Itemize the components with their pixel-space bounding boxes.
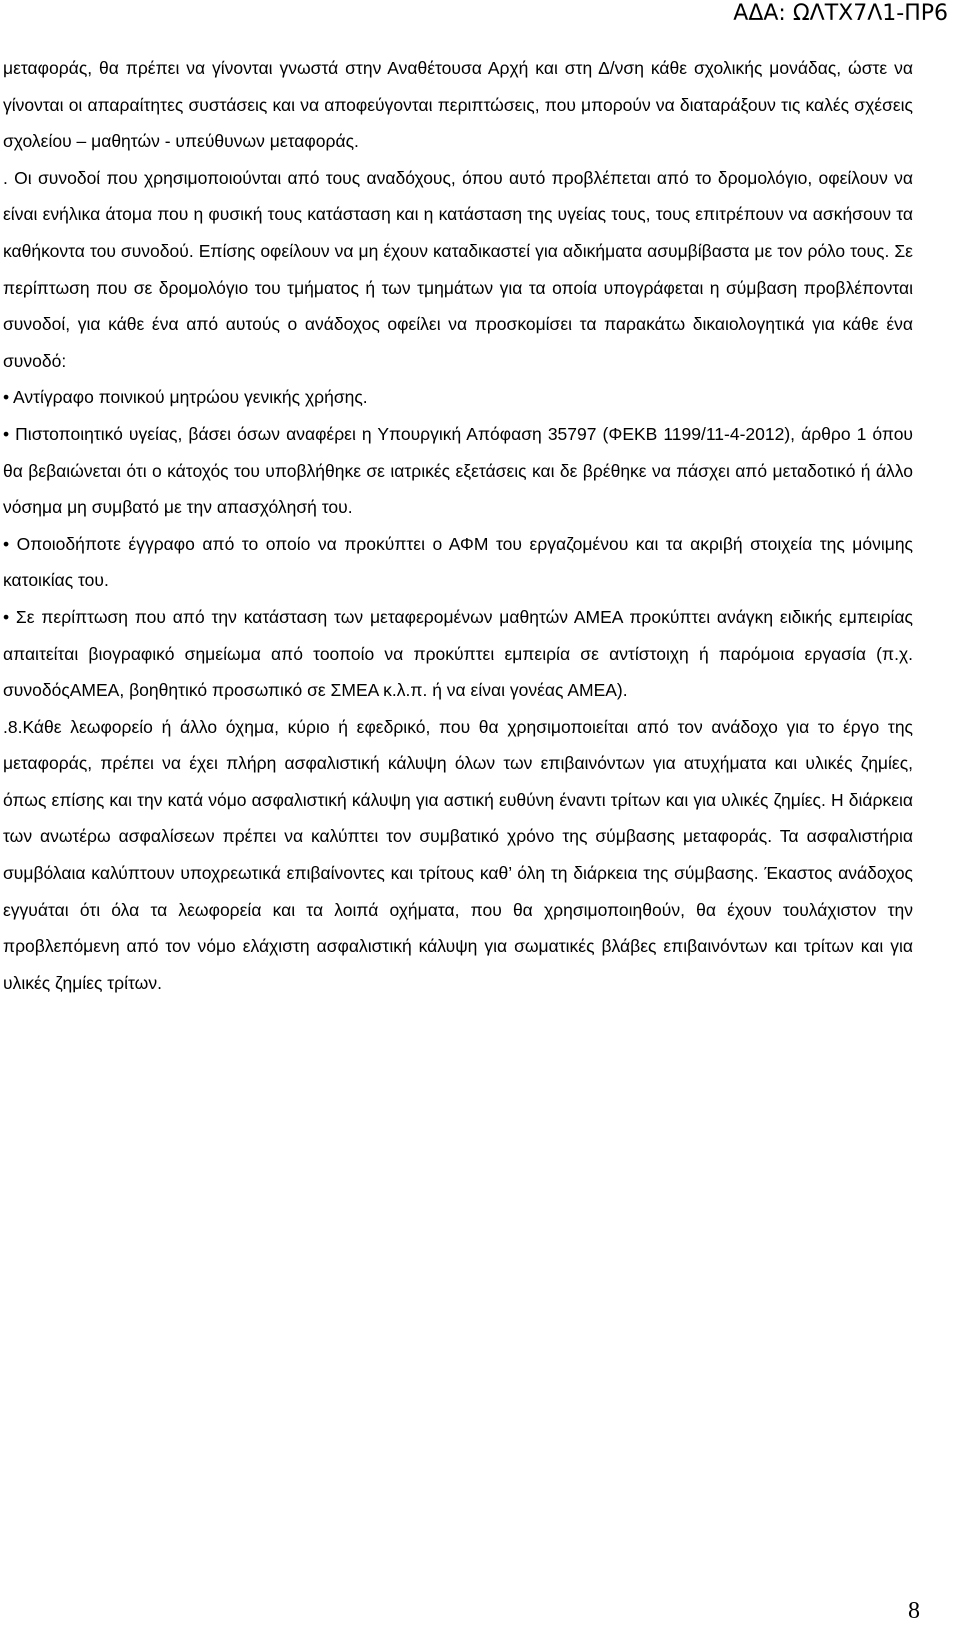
- paragraph-escorts: . Οι συνοδοί που χρησιμοποιούνται από τους αναδόχους, όπου αυτό προβλέπεται από το δρομολόγιο, οφείλουν να είναι ενήλικα άτομα που η φυσική τους κατάσταση και η κατάσταση της υγείας τους, τους επιτρέπουν να ασκήσουν τα καθήκοντα του συνοδού. Επίσης οφείλουν να μη έχουν καταδικαστεί για αδικήματα ασυμβίβαστα με τον ρόλο τους. Σε περίπτωση που σε δρομολόγιο του τμήματος ή των τμημάτων για τα οποία υπογράφεται η σύμβαση προβλέπονται συνοδοί, για κάθε ένα από αυτούς ο ανάδοχος οφείλει να προσκομίσει τα παρακάτω δικαιολογητικά για κάθε ένα συνοδό:: [3, 167, 913, 371]
- paragraph-insurance: .8.Κάθε λεωφορείο ή άλλο όχημα, κύριο ή εφεδρικό, που θα χρησιμοποιείται από τον ανάδοχο για το έργο της μεταφοράς, πρέπει να έχει πλήρη ασφαλιστική κάλυψη όλων των επιβαινόντων για ατυχήματα και υλικές ζημίες, όπως επίσης και την κατά νόμο ασφαλιστική κάλυψη για αστική ευθύνη έναντι τρίτων και για υλικές ζημίες. Η διάρκεια των ανωτέρω ασφαλίσεων πρέπει να καλύπτει τον συμβατικό χρόνο της σύμβασης μεταφοράς. Τα ασφαλιστήρια συμβόλαια καλύπτουν υποχρεωτικά επιβαίνοντες και τρίτους καθ’ όλη τη διάρκεια της σύμβασης. Έκαστος ανάδοχος εγγυάται ότι όλα τα λεωφορεία και τα λοιπά οχήματα, που θα χρησιμοποιηθούν, θα έχουν τουλάχιστον την προβλεπόμενη από τον νόμο ελάχιστη ασφαλιστική κάλυψη για σωματικές βλάβες επιβαινόντων και τρίτων και για υλικές ζημίες τρίτων.: [3, 716, 913, 993]
- bullet-health-certificate: • Πιστοποιητικό υγείας, βάσει όσων αναφέρει η Υπουργική Απόφαση 35797 (ΦΕΚΒ 1199/11-4-2012), άρθρο 1 όπου θα βεβαιώνεται ότι ο κάτοχός του υποβλήθηκε σε ιατρικές εξετάσεις και δε βρέθηκε να πάσχει από μεταδοτικό ή άλλο νόσημα μη συμβατό με την απασχόλησή του.: [3, 423, 913, 518]
- bullet-tax-document: • Οποιοδήποτε έγγραφο από το οποίο να προκύπτει ο ΑΦΜ του εργαζομένου και τα ακριβή στοιχεία της μόνιμης κατοικίας του.: [3, 533, 913, 591]
- document-code-header: ΑΔΑ: ΩΛΤΧ7Λ1-ΠΡ6: [733, 1, 948, 26]
- document-body: [3, 50, 913, 1001]
- bullet-special-experience: • Σε περίπτωση που από την κατάσταση των μεταφερομένων μαθητών ΑΜΕΑ προκύπτει ανάγκη ειδικής εμπειρίας απαιτείται βιογραφικό σημείωμα από τοοποίο να προκύπτει εμπειρία σε αντίστοιχη ή παρόμοια εργασία (π.χ. συνοδόςΑΜΕΑ, βοηθητικό προσωπικό σε ΣΜΕΑ κ.λ.π. ή να είναι γονέας ΑΜΕΑ).: [3, 606, 913, 701]
- page-number: 8: [908, 1598, 920, 1624]
- bullet-criminal-record: • Αντίγραφο ποινικού μητρώου γενικής χρήσης.: [3, 387, 368, 408]
- paragraph-transport-notice: μεταφοράς, θα πρέπει να γίνονται γνωστά στην Αναθέτουσα Αρχή και στη Δ/νση κάθε σχολικής μονάδας, ώστε να γίνονται οι απαραίτητες συστάσεις και να αποφεύγονται περιπτώσεις, που μπορούν να διαταράξουν τις καλές σχέσεις σχολείου – μαθητών - υπεύθυνων μεταφοράς.: [3, 58, 913, 152]
